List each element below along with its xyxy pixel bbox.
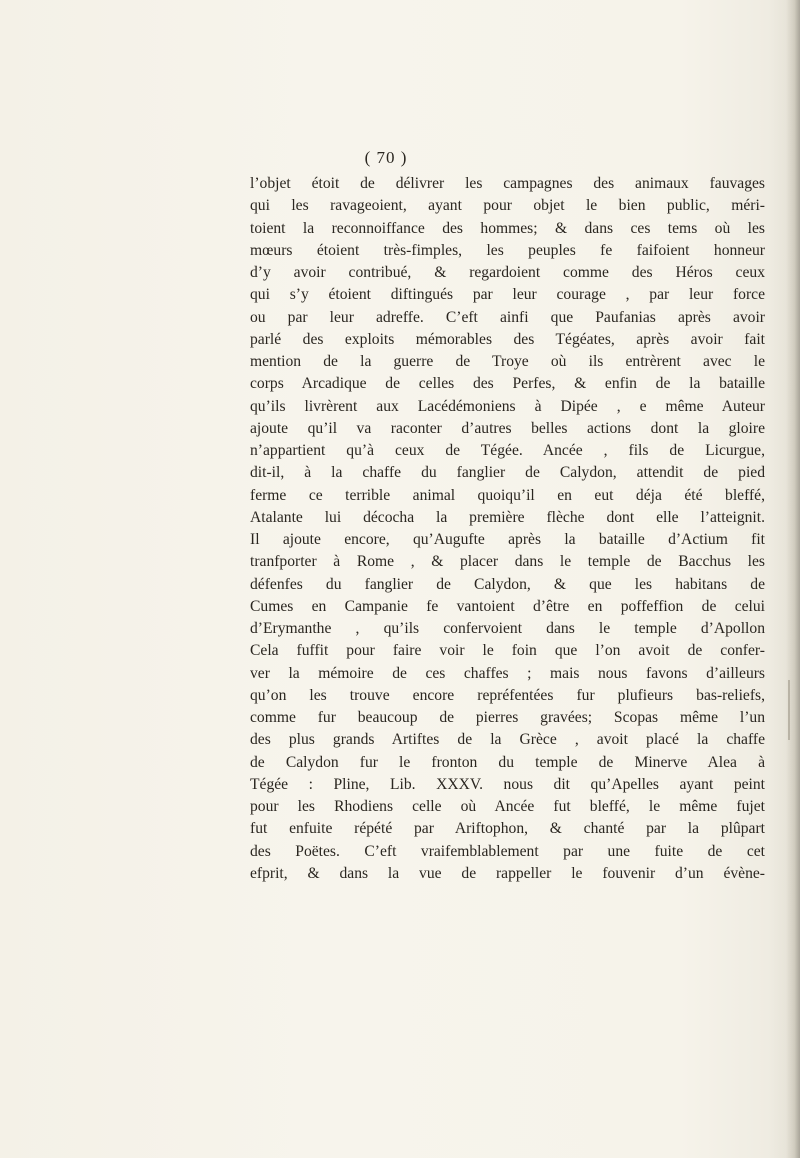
- body-text: [250, 173, 765, 885]
- text-line: corps Arcadique de celles des Perfes, & enfin de la bataille: [250, 375, 765, 393]
- text-line: mœurs étoient très-fimples, les peuples fe faifoient honneur: [250, 241, 765, 259]
- text-line: de Calydon fur le fronton du temple de Minerve Alea à: [250, 753, 765, 771]
- text-line: mention de la guerre de Troye où ils entrèrent avec le: [250, 353, 765, 370]
- text-line: parlé des exploits mémorables des Tégéates, après avoir fait: [250, 330, 765, 348]
- text-line: qui les ravageoient, ayant pour objet le bien public, méri-: [250, 197, 765, 215]
- text-line: ajoute qu’il va raconter d’autres belles actions dont la gloire: [250, 419, 765, 437]
- text-line: Tégée : Pline, Lib. XXXV. nous dit qu’Apelles ayant peint: [250, 775, 765, 793]
- text-line: dit-il, à la chaffe du fanglier de Calydon, attendit de pied: [250, 464, 765, 482]
- text-line: qu’on les trouve encore repréfentées fur plufieurs bas-reliefs,: [250, 686, 765, 704]
- text-line: des Poëtes. C’eft vraifemblablement par une fuite de cet: [250, 842, 765, 860]
- page-number: ( 70 ): [364, 148, 408, 167]
- text-line: ferme ce terrible animal quoiqu’il en eut déja été bleffé,: [250, 486, 765, 504]
- text-line: d’Erymanthe , qu’ils confervoient dans le temple d’Apollon: [250, 620, 765, 637]
- text-line: qu’ils livrèrent aux Lacédémoniens à Dipée , e même Auteur: [250, 397, 765, 415]
- text-line: fut enfuite répété par Ariftophon, & chanté par la plûpart: [250, 820, 765, 838]
- text-line: Cela fuffit pour faire voir le foin que l’on avoit de confer-: [250, 642, 765, 660]
- text-line: Cumes en Campanie fe vantoient d’être en poffeffion de celui: [250, 597, 765, 615]
- text-line: l’objet étoit de délivrer les campagnes des animaux fauvages: [250, 175, 765, 192]
- text-line: qui s’y étoient diftingués par leur courage , par leur force: [250, 286, 765, 304]
- paper-mark: [788, 680, 790, 740]
- text-line: ver la mémoire de ces chaffes ; mais nous favons d’ailleurs: [250, 664, 765, 682]
- text-line: défenfes du fanglier de Calydon, & que les habitans de: [250, 575, 765, 593]
- text-line: n’appartient qu’à ceux de Tégée. Ancée , fils de Licurgue,: [250, 442, 765, 459]
- text-line: tranfporter à Rome , & placer dans le temple de Bacchus les: [250, 553, 765, 571]
- text-line: d’y avoir contribué, & regardoient comme des Héros ceux: [250, 264, 765, 281]
- text-line: efprit, & dans la vue de rappeller le fouvenir d’un évène-: [250, 864, 765, 882]
- text-line: comme fur beaucoup de pierres gravées; Scopas même l’un: [250, 709, 765, 726]
- text-line: pour les Rhodiens celle où Ancée fut bleffé, le même fujet: [250, 798, 765, 815]
- text-line: ou par leur adreffe. C’eft ainfi que Paufanias après avoir: [250, 308, 765, 326]
- page-edge-shadow: [786, 0, 800, 1158]
- text-line: des plus grands Artiftes de la Grèce , avoit placé la chaffe: [250, 731, 765, 749]
- text-line: Il ajoute encore, qu’Augufte après la bataille d’Actium fit: [250, 531, 765, 548]
- text-line: toient la reconnoiffance des hommes; & dans ces tems où les: [250, 219, 765, 237]
- text-line: Atalante lui décocha la première flèche dont elle l’atteignit.: [250, 508, 765, 526]
